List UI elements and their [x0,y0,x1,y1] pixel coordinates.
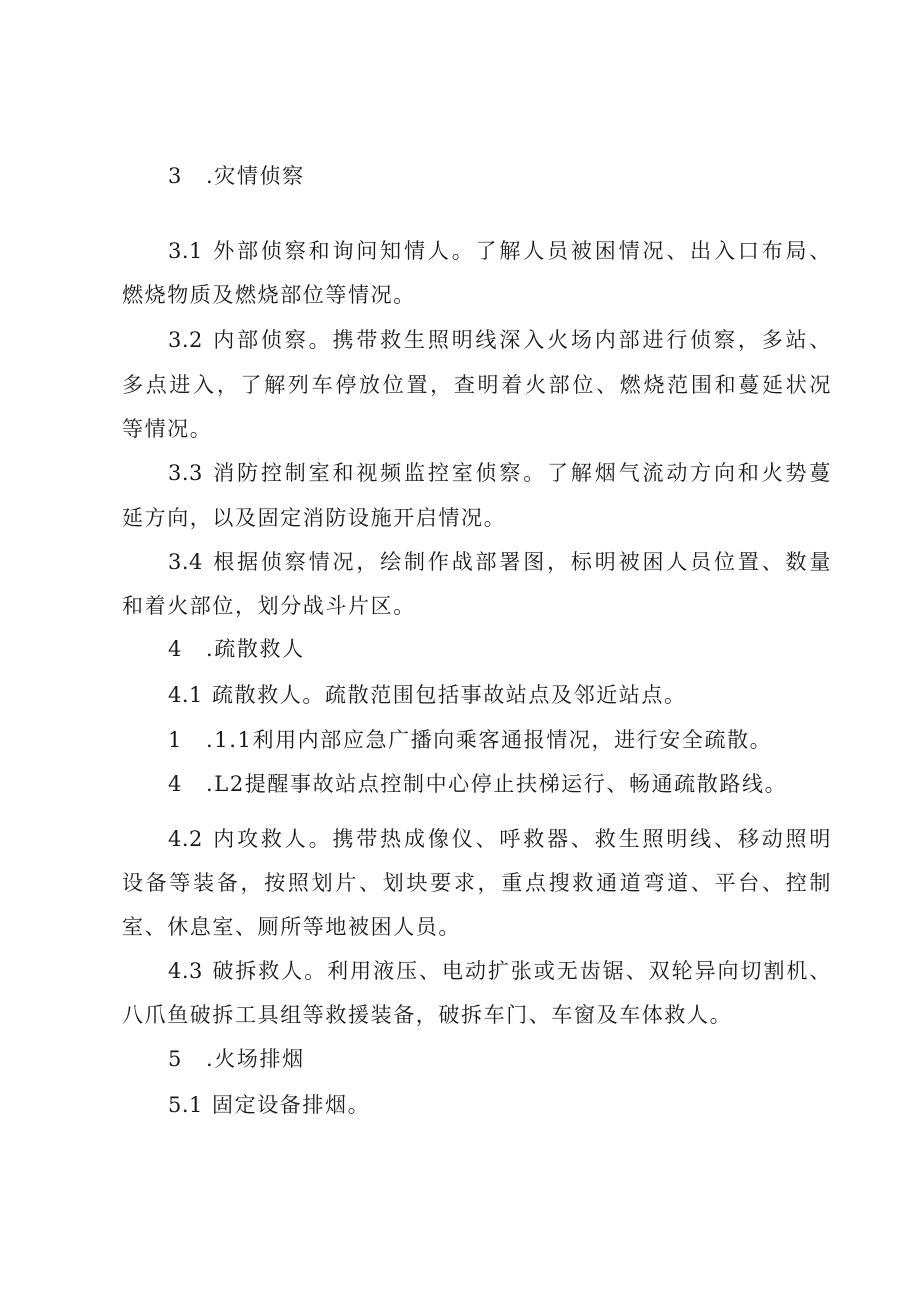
paragraph-4-1-2-line-1 [168,772,832,796]
paragraph-3-3-line-2: 延方向，以及固定消防设施开启情况。 [122,506,507,530]
item-number: 3.3 [168,461,203,485]
item-number: 3.2 [168,328,203,352]
paragraph-text: .L2提醒事故站点控制中心停止扶梯运行、畅通疏散路线。 [206,772,788,796]
paragraph-text: 固定设备排烟。 [212,1093,371,1117]
paragraph-text: 内攻救人。携带热成像仪、呼救器、救生照明线、移动照明 [212,827,832,851]
paragraph-3-3-line-1 [168,461,832,485]
paragraph-4-2-line-1 [168,827,832,851]
section-number: 5 [168,1047,182,1071]
item-number: 4.1 [168,683,203,707]
paragraph-4-2-line-3: 室、休息室、厕所等地被困人员。 [122,915,461,939]
paragraph-text: 外部侦察和询问知情人。了解人员被困情况、出入口布局、 [212,239,832,263]
item-number: 4 [168,772,182,796]
item-number: 4.3 [168,959,203,983]
section-5-heading [168,1047,832,1071]
paragraph-text: 内部侦察。携带救生照明线深入火场内部进行侦察，多站、 [212,328,832,352]
paragraph-text: 疏散救人。疏散范围包括事故站点及邻近站点。 [212,683,687,707]
section-number: 4 [168,637,182,661]
paragraph-3-2-line-2: 多点进入，了解列车停放位置，查明着火部位、燃烧范围和蔓延状况 [122,373,832,397]
paragraph-text: 破拆救人。利用液压、电动扩张或无齿锯、双轮异向切割机、 [212,959,832,983]
paragraph-3-4-line-1 [168,550,832,574]
paragraph-3-1-line-1 [168,239,832,263]
paragraph-3-2-line-3: 等情况。 [122,417,213,441]
section-3-heading [168,164,832,188]
item-number: 1 [168,728,182,752]
paragraph-4-3-line-2: 八爪鱼破拆工具组等救援装备，破拆车门、车窗及车体救人。 [122,1003,733,1027]
item-number: 3.4 [168,550,203,574]
paragraph-text: 根据侦察情况，绘制作战部署图，标明被困人员位置、数量 [212,550,832,574]
section-title: .灾情侦察 [206,164,305,188]
section-title: .火场排烟 [206,1047,305,1071]
paragraph-text: 消防控制室和视频监控室侦察。了解烟气流动方向和火势蔓 [212,461,832,485]
paragraph-4-1-1-line-1 [168,728,832,752]
paragraph-4-1-line-1 [168,683,832,707]
paragraph-3-4-line-2: 和着火部位，划分战斗片区。 [122,594,416,618]
item-number: 3.1 [168,239,203,263]
paragraph-3-2-line-1 [168,328,832,352]
section-title: .疏散救人 [206,637,305,661]
paragraph-text: .1.1利用内部应急广播向乘客通报情况，进行安全疏散。 [206,728,773,752]
paragraph-4-2-line-2: 设备等装备，按照划片、划块要求，重点搜救通道弯道、平台、控制 [122,871,832,895]
section-number: 3 [168,164,182,188]
item-number: 5.1 [168,1093,203,1117]
paragraph-3-1-line-2: 燃烧物质及燃烧部位等情况。 [122,283,416,307]
paragraph-5-1-line-1 [168,1093,832,1117]
section-4-heading [168,637,832,661]
paragraph-4-3-line-1 [168,959,832,983]
item-number: 4.2 [168,827,203,851]
